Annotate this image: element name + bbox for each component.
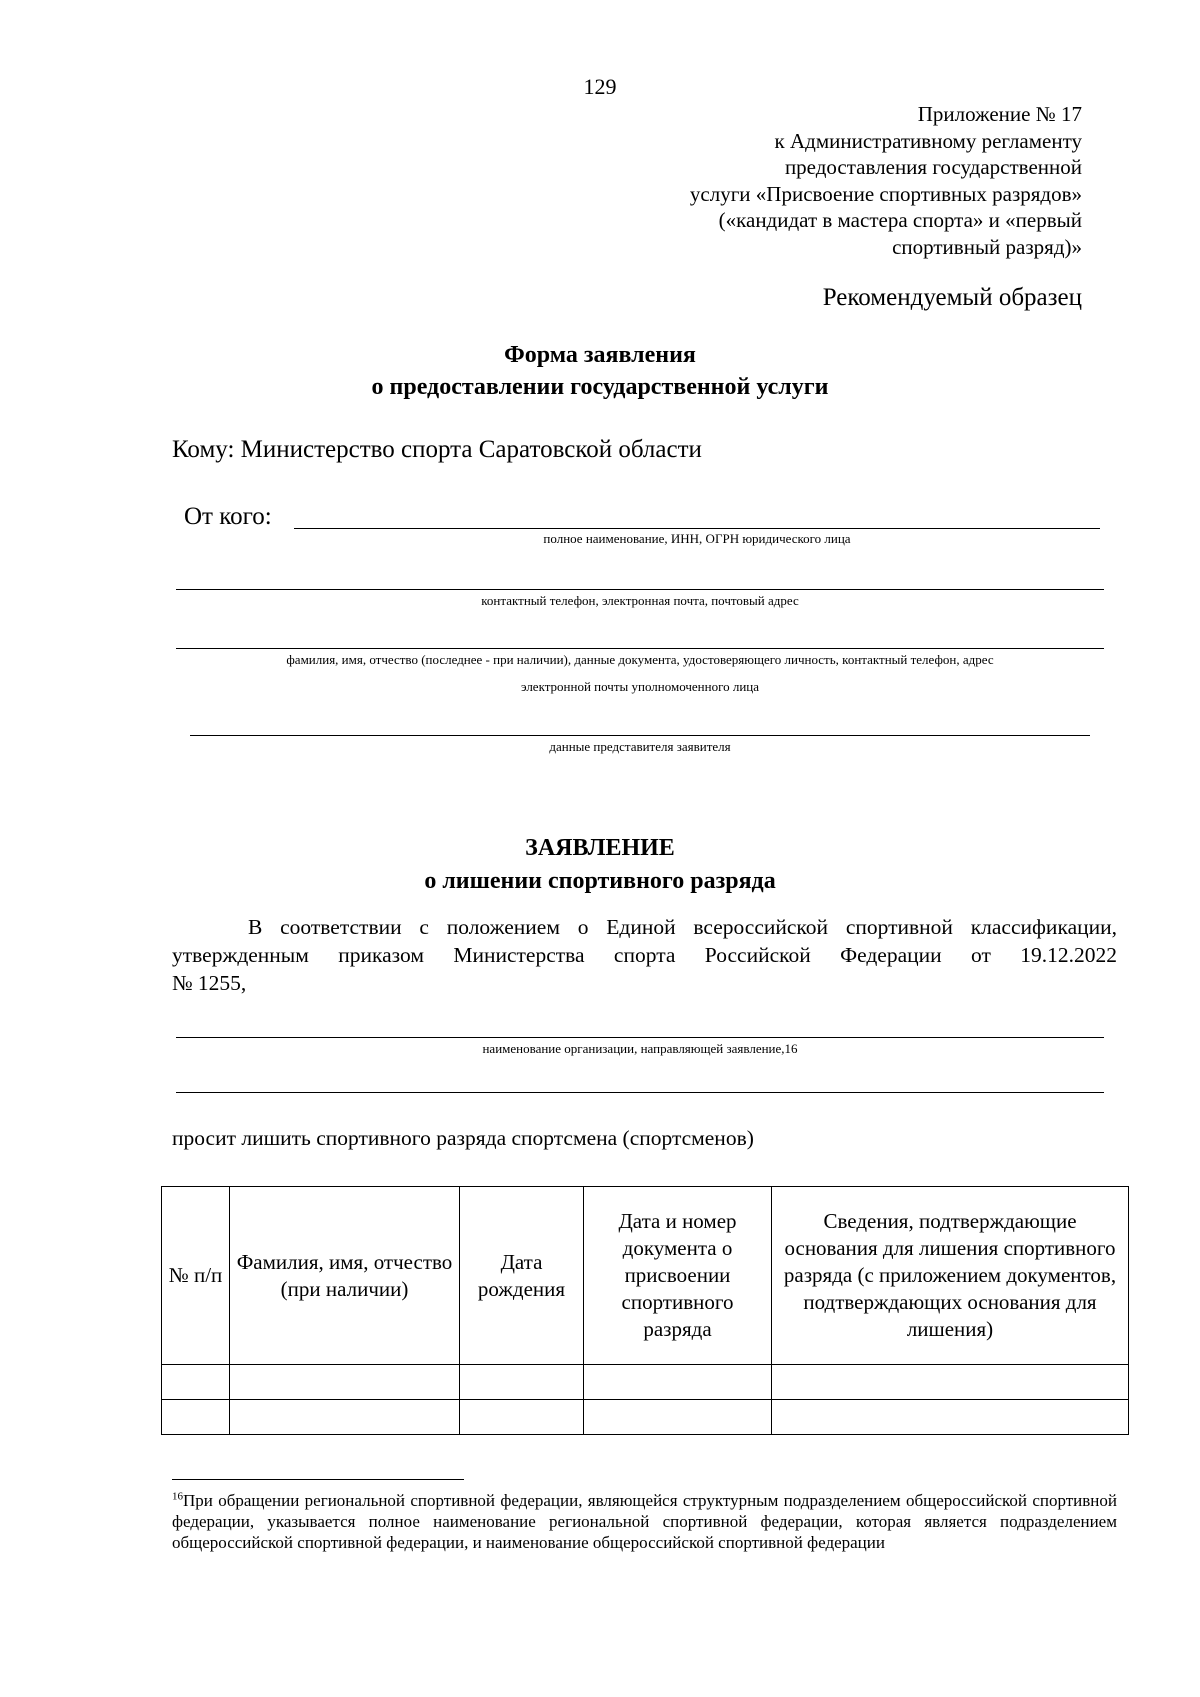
table-cell[interactable] bbox=[584, 1365, 772, 1400]
col-document-header: Дата и номер документа о присвоении спортивного разряда bbox=[584, 1187, 772, 1365]
table-cell[interactable] bbox=[584, 1400, 772, 1435]
appendix-line: спортивный разряд)» bbox=[892, 234, 1082, 259]
form-title bbox=[0, 339, 1200, 403]
person-field[interactable] bbox=[176, 648, 1104, 649]
statement-heading: ЗАЯВЛЕНИЕ bbox=[525, 835, 675, 861]
table-cell[interactable] bbox=[230, 1400, 460, 1435]
table-cell[interactable] bbox=[772, 1400, 1129, 1435]
athletes-table bbox=[161, 1186, 1129, 1435]
from-entity-field[interactable] bbox=[294, 528, 1100, 529]
footnote-marker: 16 bbox=[172, 1490, 183, 1503]
table-cell[interactable] bbox=[772, 1365, 1129, 1400]
paragraph-line: В соответствии с положением о Единой всероссийской спортивной классификации, bbox=[248, 915, 1117, 939]
appendix-line: предоставления государственной bbox=[784, 155, 1082, 179]
request-text: просит лишить спортивного разряда спортсмена (спортсменов) bbox=[172, 1126, 754, 1150]
statement-title bbox=[0, 832, 1200, 898]
paragraph-line: № 1255, bbox=[172, 971, 247, 995]
sample-label: Рекомендуемый образец bbox=[822, 284, 1082, 311]
representative-caption: данные представителя заявителя bbox=[549, 739, 731, 754]
footnote-text: При обращении региональной спортивной федерации, являющейся структурным подразделением общероссийской спортивной федерации, указывается полное наименование региональной спортивной федерации, которая является подразделением общероссийской спортивной федерации, и наименование общероссийской спортивной федерации bbox=[172, 1491, 1117, 1552]
appendix-line: Приложение № 17 bbox=[917, 102, 1082, 126]
entity-caption: полное наименование, ИНН, ОГРН юридического лица bbox=[543, 531, 851, 546]
col-name-header: Фамилия, имя, отчество (при наличии) bbox=[230, 1187, 460, 1365]
contacts-field[interactable] bbox=[176, 589, 1104, 590]
col-number-header: № п/п bbox=[162, 1187, 230, 1365]
paragraph-line: утвержденным приказом Министерства спорта Российской Федерации от 19.12.2022 bbox=[172, 943, 1117, 967]
recipient-line: Кому: Министерство спорта Саратовской области bbox=[172, 436, 702, 463]
organization-field-2[interactable] bbox=[176, 1092, 1104, 1093]
col-grounds-header: Сведения, подтверждающие основания для лишения спортивного разряда (с приложением документов, подтверждающих основания для лишения) bbox=[772, 1187, 1129, 1365]
footnote bbox=[172, 1490, 1117, 1553]
statement-paragraph bbox=[172, 913, 1117, 997]
appendix-header bbox=[690, 101, 1082, 260]
appendix-line: («кандидат в мастера спорта» и «первый bbox=[718, 208, 1082, 232]
table-cell[interactable] bbox=[460, 1365, 584, 1400]
representative-field[interactable] bbox=[190, 735, 1090, 736]
table-cell[interactable] bbox=[460, 1400, 584, 1435]
table-cell[interactable] bbox=[162, 1365, 230, 1400]
table-cell[interactable] bbox=[230, 1365, 460, 1400]
table-header-row bbox=[162, 1187, 1129, 1365]
footnote-divider bbox=[172, 1479, 464, 1480]
page-number: 129 bbox=[583, 74, 617, 99]
person-caption-line2: электронной почты уполномоченного лица bbox=[520, 679, 760, 694]
table-row bbox=[162, 1400, 1129, 1435]
organization-caption: наименование организации, направляющей заявление,16 bbox=[482, 1041, 798, 1056]
statement-subheading: о лишении спортивного разряда bbox=[424, 868, 776, 894]
form-title-line: о предоставлении государственной услуги bbox=[371, 374, 829, 400]
appendix-line: к Административному регламенту bbox=[774, 128, 1082, 153]
col-birthdate-header: Дата рождения bbox=[460, 1187, 584, 1365]
organization-field[interactable] bbox=[176, 1037, 1104, 1038]
from-label: От кого: bbox=[184, 503, 272, 530]
table-row bbox=[162, 1365, 1129, 1400]
contacts-caption: контактный телефон, электронная почта, почтовый адрес bbox=[481, 593, 799, 608]
form-title-line: Форма заявления bbox=[504, 342, 696, 368]
table-cell[interactable] bbox=[162, 1400, 230, 1435]
appendix-line: услуги «Присвоение спортивных разрядов» bbox=[689, 181, 1082, 206]
person-caption: фамилия, имя, отчество (последнее - при наличии), данные документа, удостоверяющего личность, контактный телефон, адрес bbox=[286, 652, 994, 667]
